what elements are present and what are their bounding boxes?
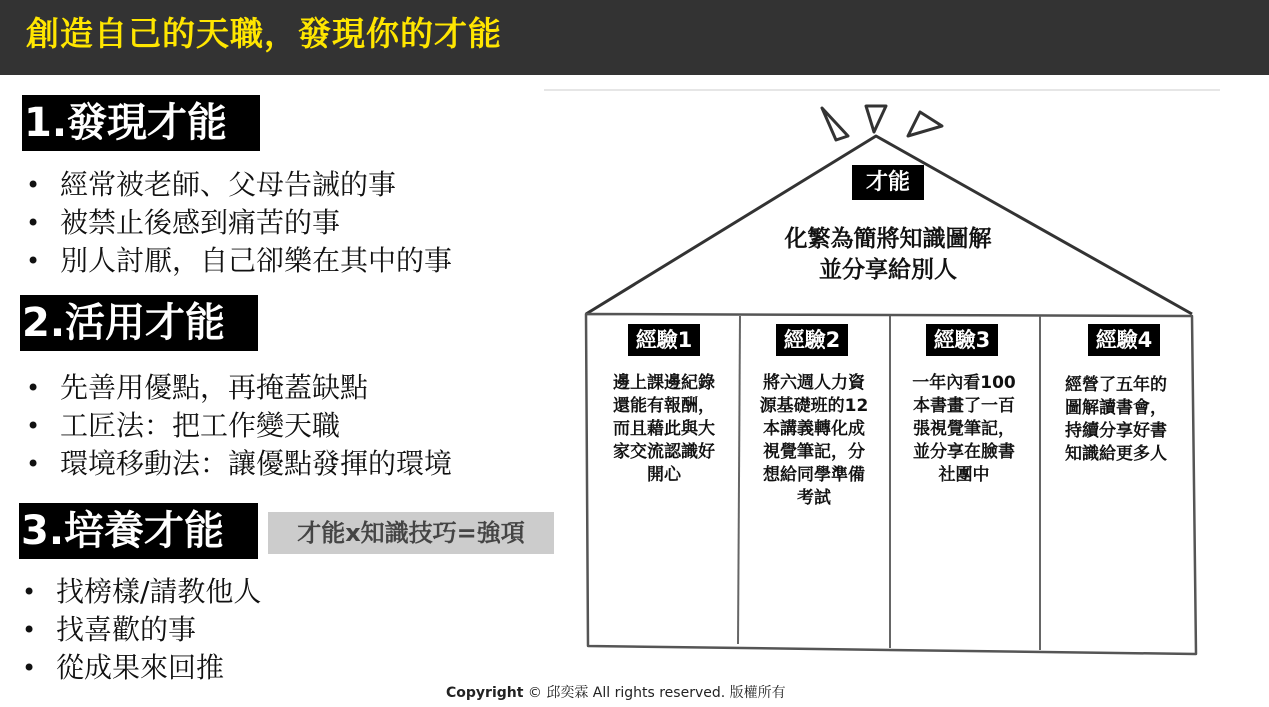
pillar-2-label: 經驗2 bbox=[776, 324, 848, 356]
list-item: • 找榜樣/請教他人 bbox=[18, 573, 261, 611]
ray-icon bbox=[822, 108, 848, 140]
pillar-3-label: 經驗3 bbox=[926, 324, 998, 356]
pillar-2-text: 將六週人力資 源基礎班的12 本講義轉化成 視覺筆記，分 想給同學準備 考試 bbox=[759, 373, 869, 508]
ray-icon bbox=[866, 106, 886, 132]
section-2-list bbox=[22, 369, 452, 483]
pillar-4-text: 經營了五年的 圖解讀書會， 持續分享好書 知識給更多人 bbox=[1065, 375, 1167, 464]
section-3-list bbox=[18, 573, 261, 687]
roof-text-line: 化繁為簡將知識圖解 bbox=[784, 226, 992, 252]
list-item: • 工匠法：把工作變天職 bbox=[22, 407, 452, 445]
list-item: • 從成果來回推 bbox=[18, 649, 261, 687]
page-title: 創造自己的天職，發現你的才能 bbox=[26, 14, 502, 53]
copyright-text: © 邱奕霖 All rights reserved. 版權所有 bbox=[523, 685, 786, 701]
roof-text-line: 並分享給別人 bbox=[819, 257, 957, 283]
pillar-3-text: 一年內看100 本書畫了一百 張視覺筆記， 並分享在臉書 社團中 bbox=[912, 373, 1016, 485]
ray-icon bbox=[908, 112, 942, 136]
copyright-footer bbox=[446, 682, 786, 702]
section-2-heading: 2.活用才能 bbox=[20, 295, 258, 351]
list-item: • 經常被老師、父母告誡的事 bbox=[22, 166, 452, 204]
pillar-1-text: 邊上課邊紀錄 還能有報酬， 而且藉此與大 家交流認識好 開心 bbox=[613, 373, 715, 485]
list-item: • 找喜歡的事 bbox=[18, 611, 261, 649]
pillar-4-label: 經驗4 bbox=[1088, 324, 1160, 356]
roof-description bbox=[730, 224, 1046, 286]
list-item: • 環境移動法：讓優點發揮的環境 bbox=[22, 445, 452, 483]
copyright-label: Copyright bbox=[446, 685, 524, 701]
list-item: • 被禁止後感到痛苦的事 bbox=[22, 204, 452, 242]
list-item: • 別人討厭，自己卻樂在其中的事 bbox=[22, 242, 452, 280]
formula-badge: 才能x知識技巧=強項 bbox=[268, 512, 554, 554]
section-3-heading: 3.培養才能 bbox=[19, 503, 258, 559]
pillar-divider bbox=[738, 316, 740, 644]
section-1-list bbox=[22, 166, 452, 280]
roof-label: 才能 bbox=[852, 165, 924, 200]
section-1-heading: 1.發現才能 bbox=[22, 95, 260, 151]
pillar-1-label: 經驗1 bbox=[628, 324, 700, 356]
list-item: • 先善用優點，再掩蓋缺點 bbox=[22, 369, 452, 407]
title-bar bbox=[0, 0, 1269, 75]
